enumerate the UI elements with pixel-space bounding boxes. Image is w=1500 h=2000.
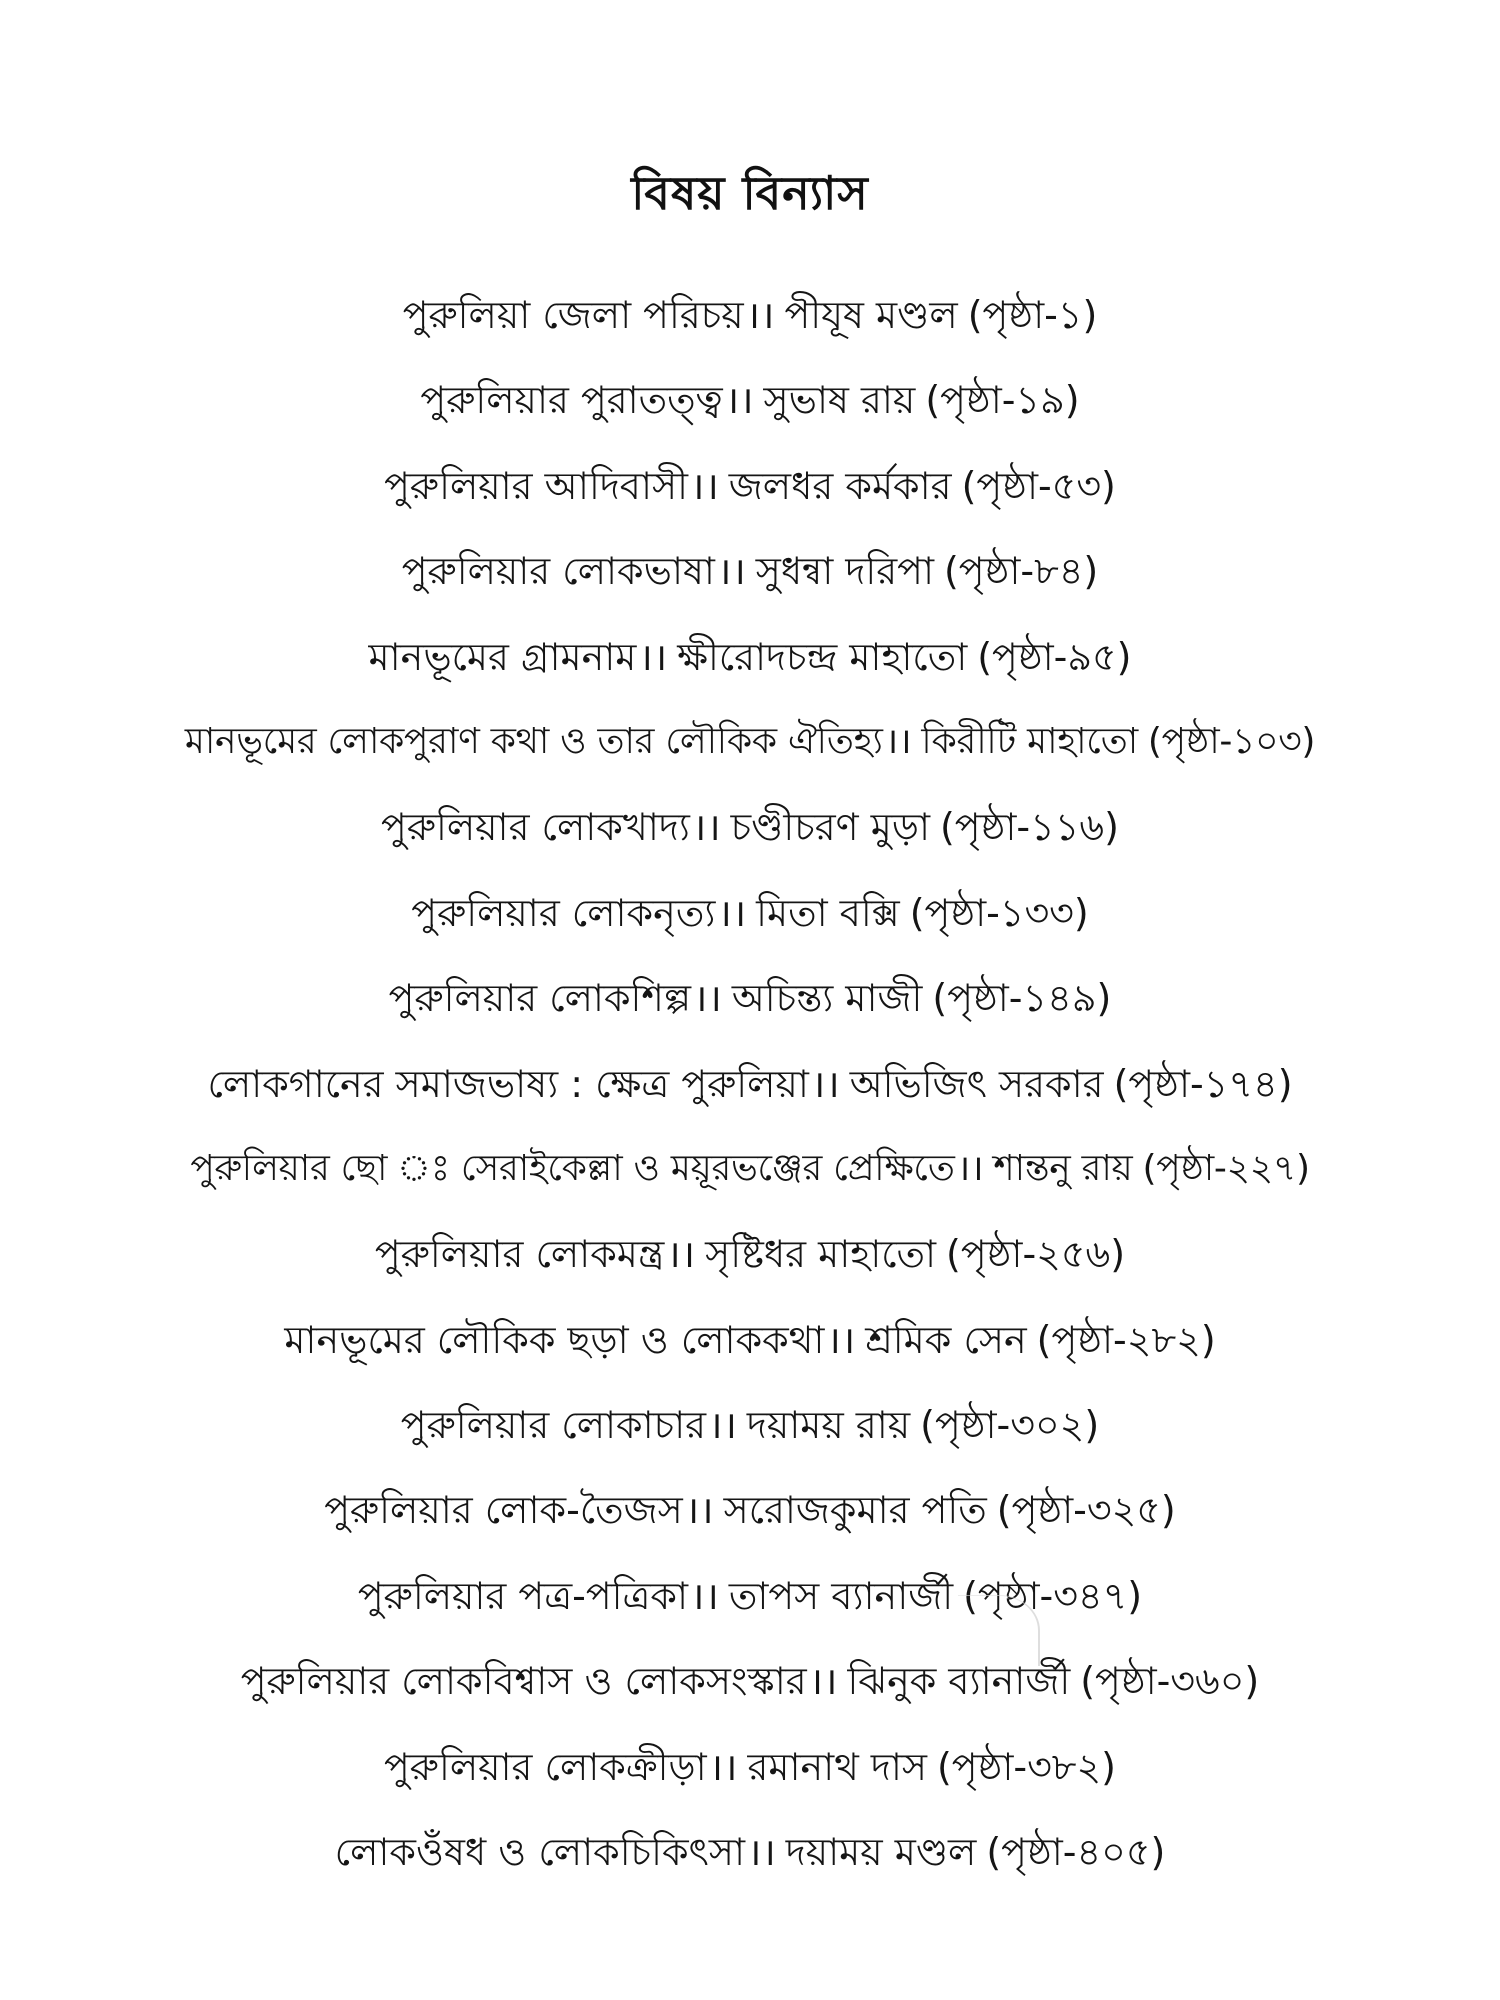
entry-heading: পুরুলিয়ার ছো ঃ সেরাইকেল্লা ও ময়ূরভঞ্জের প্রেক্ষিতে: [190, 1147, 955, 1189]
entry-heading: পুরুলিয়ার লোকখাদ্য: [381, 805, 690, 850]
entry-separator: ।।: [708, 1744, 738, 1789]
entry-page: (পৃষ্ঠা-২৮২): [1036, 1317, 1216, 1362]
entry-author: সরোজকুমার পতি: [723, 1488, 987, 1533]
entry-author: ক্ষীরোদচন্দ্র মাহাতো: [677, 634, 968, 679]
entry-page: (পৃষ্ঠা-৩২৫): [996, 1488, 1176, 1533]
table-of-contents: [0, 285, 1500, 1907]
entry-author: চণ্ডীচরণ মুড়া: [730, 805, 930, 850]
entry-heading: পুরুলিয়ার লোকাচার: [400, 1403, 707, 1448]
entry-author: দয়াময় মণ্ডল: [785, 1830, 977, 1875]
entry-separator: ।।: [716, 549, 746, 594]
entry-author: মিতা বক্সি: [756, 890, 900, 935]
toc-entry: [0, 1224, 1500, 1309]
toc-entry: [0, 285, 1500, 370]
entry-page: (পৃষ্ঠা-১৭৪): [1113, 1061, 1293, 1106]
entry-separator: ।।: [690, 1573, 719, 1618]
entry-author: সুভাষ রায়: [763, 378, 916, 423]
entry-page: (পৃষ্ঠা-৩৪৭): [963, 1573, 1143, 1618]
toc-entry: [0, 1054, 1500, 1139]
entry-page: (পৃষ্ঠা-১৩৩): [909, 890, 1089, 935]
entry-heading: লোকওঁষধ ও লোকচিকিৎসা: [334, 1830, 745, 1875]
entry-heading: পুরুলিয়ার লোকবিশ্বাস ও লোকসংস্কার: [240, 1659, 807, 1704]
toc-entry: [0, 883, 1500, 968]
entry-separator: ।।: [956, 1147, 984, 1189]
entry-separator: ।।: [745, 293, 775, 337]
entry-author: অচিন্ত্য মাজী: [731, 976, 923, 1021]
entry-separator: ।।: [810, 1061, 840, 1106]
toc-entry: [0, 1480, 1500, 1565]
entry-heading: মানভূমের লোকপুরাণ কথা ও তার লৌকিক ঐতিহ্য: [184, 720, 883, 762]
entry-heading: পুরুলিয়ার পত্র-পত্রিকা: [357, 1573, 689, 1618]
entry-separator: ।।: [808, 1659, 838, 1704]
toc-entry: [0, 712, 1500, 797]
entry-page: (পৃষ্ঠা-৯৫): [977, 634, 1132, 679]
entry-heading: পুরুলিয়ার পুরাতত্ত্ব: [420, 378, 723, 423]
entry-heading: পুরুলিয়া জেলা পরিচয়: [402, 293, 744, 337]
entry-page: (পৃষ্ঠা-৩৬০): [1080, 1659, 1260, 1704]
entry-separator: ।।: [717, 890, 747, 935]
entry-page: (পৃষ্ঠা-১১৬): [939, 805, 1119, 850]
entry-page: (পৃষ্ঠা-১৪৯): [932, 976, 1112, 1021]
entry-page: (পৃষ্ঠা-২২৭): [1142, 1147, 1310, 1189]
entry-separator: ।।: [691, 805, 721, 850]
entry-heading: মানভূমের গ্রামনাম: [368, 634, 637, 679]
entry-separator: ।।: [724, 378, 754, 423]
entry-heading: পুরুলিয়ার লোকমন্ত্র: [374, 1232, 665, 1277]
page-title: বিষয় বিন্যাস: [631, 165, 869, 220]
entry-heading: পুরুলিয়ার লোকনৃত্য: [411, 890, 716, 935]
toc-entry: [0, 797, 1500, 882]
toc-entry: [0, 968, 1500, 1053]
entry-separator: ।।: [684, 1488, 714, 1533]
entry-separator: ।।: [666, 1232, 696, 1277]
entry-author: দয়াময় রায়: [746, 1403, 911, 1448]
entry-author: সৃষ্টিধর মাহাতো: [705, 1232, 937, 1277]
toc-entry: [0, 1310, 1500, 1395]
toc-entry: [0, 541, 1500, 626]
toc-entry: [0, 1139, 1500, 1224]
entry-page: (পৃষ্ঠা-৮৪): [943, 549, 1099, 594]
entry-separator: ।।: [708, 1403, 737, 1448]
entry-page: (পৃষ্ঠা-৩০২): [920, 1403, 1100, 1448]
toc-entry: [0, 1395, 1500, 1480]
entry-page: (পৃষ্ঠা-১): [967, 293, 1098, 337]
entry-heading: পুরুলিয়ার লোকক্রীড়া: [384, 1744, 707, 1789]
entry-author: শান্তনু রায়: [993, 1147, 1133, 1189]
entry-page: (পৃষ্ঠা-৪০৫): [986, 1830, 1166, 1875]
entry-author: অভিজিৎ সরকার: [849, 1061, 1104, 1106]
entry-separator: ।।: [693, 976, 722, 1021]
entry-separator: ।।: [689, 463, 719, 508]
entry-separator: ।।: [884, 720, 912, 762]
entry-heading: মানভূমের লৌকিক ছড়া ও লোককথা: [284, 1317, 825, 1362]
toc-entry: [0, 1651, 1500, 1736]
toc-entry: [0, 1566, 1500, 1651]
entry-author: জলধর কর্মকার: [728, 463, 952, 508]
entry-author: কিরীটি মাহাতো: [921, 720, 1138, 762]
entry-separator: ।।: [746, 1830, 776, 1875]
toc-entry: [0, 1737, 1500, 1822]
entry-page: (পৃষ্ঠা-৫৩): [961, 463, 1116, 508]
entry-author: তাপস ব্যানার্জী: [728, 1573, 954, 1618]
entry-author: শ্রমিক সেন: [865, 1317, 1027, 1362]
entry-page: (পৃষ্ঠা-১০৩): [1147, 720, 1316, 762]
entry-author: পীযূষ মণ্ডল: [784, 293, 958, 337]
entry-separator: ।।: [826, 1317, 856, 1362]
entry-author: ঝিনুক ব্যানার্জী: [847, 1659, 1071, 1704]
toc-entry: [0, 1822, 1500, 1907]
entry-heading: পুরুলিয়ার লোকশিল্প: [388, 976, 692, 1021]
entry-separator: ।।: [638, 634, 668, 679]
toc-entry: [0, 456, 1500, 541]
entry-page: (পৃষ্ঠা-২৫৬): [946, 1232, 1126, 1277]
entry-author: সুধন্বা দরিপা: [755, 549, 934, 594]
entry-heading: পুরুলিয়ার লোক-তৈজস: [324, 1488, 683, 1533]
pen-mark: [958, 1595, 1040, 1666]
entry-heading: লোকগানের সমাজভাষ্য : ক্ষেত্র পুরুলিয়া: [207, 1061, 809, 1106]
entry-heading: পুরুলিয়ার লোকভাষা: [401, 549, 715, 594]
entry-page: (পৃষ্ঠা-৩৮২): [936, 1744, 1116, 1789]
entry-page: (পৃষ্ঠা-১৯): [925, 378, 1080, 423]
entry-author: রমানাথ দাস: [747, 1744, 927, 1789]
toc-entry: [0, 370, 1500, 455]
entry-heading: পুরুলিয়ার আদিবাসী: [384, 463, 688, 508]
toc-entry: [0, 627, 1500, 712]
